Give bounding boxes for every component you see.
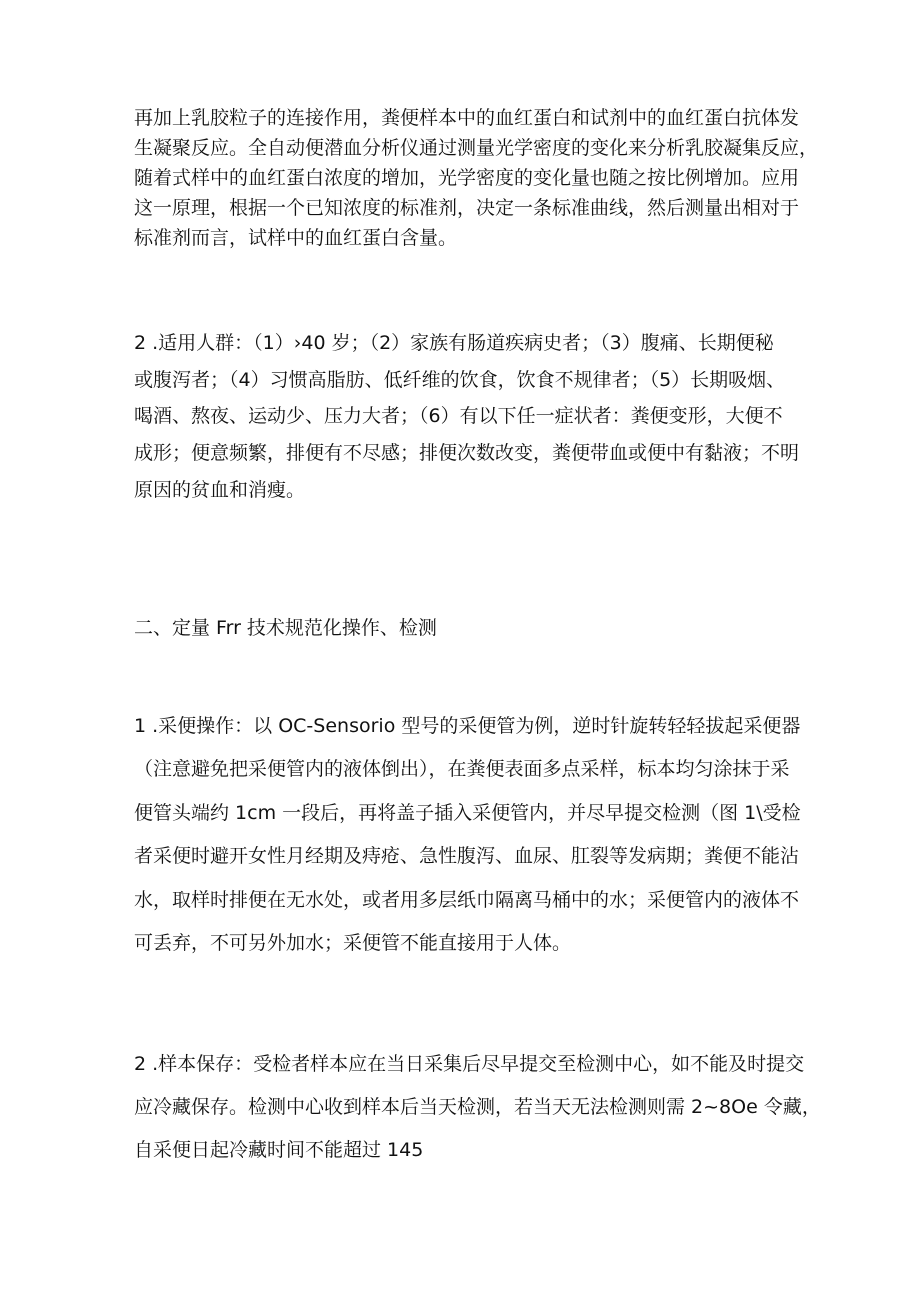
text-line: 者采便时避开女性月经期及痔疮、急性腹泻、血尿、肛裂等发病期；粪便不能沾: [134, 845, 800, 868]
text-line: 生凝聚反应。全自动便潜血分析仪通过测量光学密度的变化来分析乳胶凝集反应，: [134, 137, 819, 159]
text-line: （注意避免把采便管内的液体倒出），在粪便表面多点采样，标本均匀涂抹于采: [134, 758, 790, 781]
paragraph-target-population: [134, 325, 800, 508]
text-line: 原因的贫血和消瘦。: [134, 478, 306, 501]
text-line: 便管头端约 1cm 一段后，再将盖子插入采便管内，并尽早提交检测（图 1\受检: [134, 801, 801, 824]
text-line: 2 .样本保存：受检者样本应在当日采集后尽早提交至检测中心，如不能及时提交: [134, 1053, 805, 1075]
text-line: 喝酒、熬夜、运动少、压力大者；（6）有以下任一症状者：粪便变形，大便不: [134, 405, 783, 428]
text-line: 1 .采便操作：以 OC-Sensorio 型号的采便管为例，逆时针旋转轻轻拔起采便器: [134, 715, 801, 737]
section-heading: [134, 613, 794, 643]
text-line: 或腹泻者；（4）习惯高脂肪、低纤维的饮食，饮食不规律者；（5）长期吸烟、: [134, 368, 786, 391]
paragraph-sample-storage: [134, 1043, 821, 1172]
text-line: 随着式样中的血红蛋白浓度的增加，光学密度的变化量也随之按比例增加。应用: [134, 167, 800, 189]
text-line: 水，取样时排便在无水处，或者用多层纸巾隔离马桶中的水；采便管内的液体不: [134, 888, 800, 911]
text-line: 2 .适用人群：（1）›40 岁；（2）家族有肠道疾病史者；（3）腹痛、长期便秘: [134, 332, 774, 354]
paragraph-principle: [134, 103, 819, 253]
text-line: 应冷藏保存。检测中心收到样本后当天检测，若当天无法检测则需 2~8Oe 令藏，: [134, 1096, 821, 1118]
text-line: 可丢弃，不可另外加水；采便管不能直接用于人体。: [134, 931, 572, 954]
paragraph-sampling-operation: [134, 705, 801, 965]
text-line: 这一原理，根据一个已知浓度的标准剂，决定一条标准曲线，然后测量出相对于: [134, 197, 800, 219]
text-line: 再加上乳胶粒子的连接作用，粪便样本中的血红蛋白和试剂中的血红蛋白抗体发: [134, 107, 800, 129]
heading-text: 二、定量 Frr 技术规范化操作、检测: [134, 617, 437, 639]
text-line: 标准剂而言，试样中的血红蛋白含量。: [134, 227, 458, 249]
text-line: 自采便日起冷藏时间不能超过 145: [134, 1139, 424, 1161]
text-line: 成形；便意频繁，排便有不尽感；排便次数改变，粪便带血或便中有黏液；不明: [134, 442, 800, 465]
